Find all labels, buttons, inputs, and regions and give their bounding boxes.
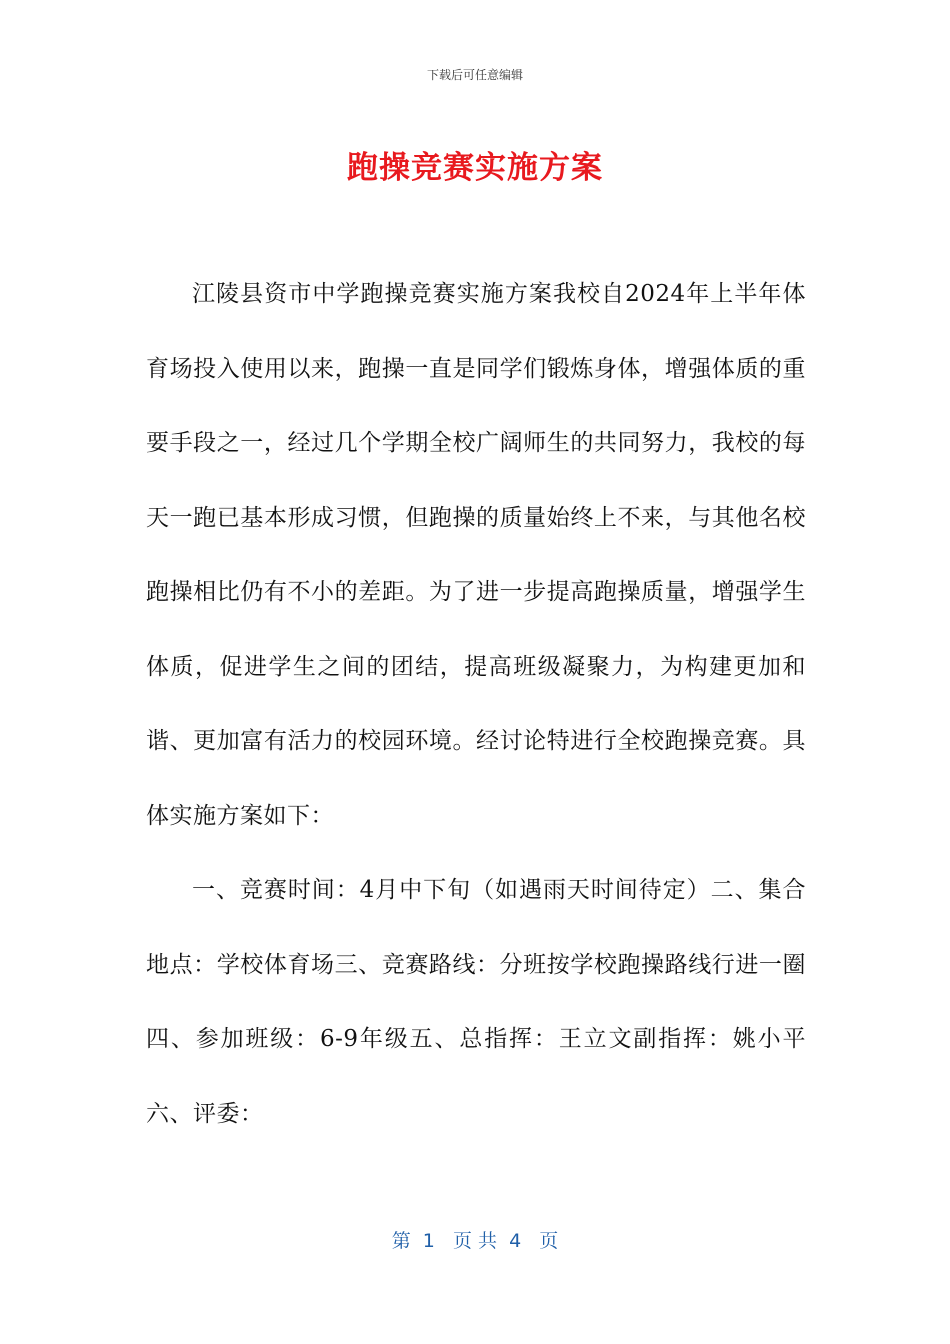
document-title: 跑操竞赛实施方案 [347,150,603,186]
page-footer: 第 1 页 共 4 页 [391,1230,559,1252]
header-note: 下载后可任意编辑 [426,68,523,82]
paragraph-details: 一、竞赛时间：4月中下旬（如遇雨天时间待定）二、集合地点：学校体育场三、竞赛路线：分班按学校跑操路线行进一圈四、参加班级：6-9年级五、总指挥：王立文副指挥：姚小平六、评委： [146,877,806,1127]
paragraph-intro: 江陵县资市中学跑操竞赛实施方案我校自2024年上半年体育场投入使用以来，跑操一直是同学们锻炼身体，增强体质的重要手段之一，经过几个学期全校广阔师生的共同努力，我校的每天一跑已基本形成习惯，但跑操的质量始终上不来，与其他名校跑操相比仍有不小的差距。为了进一步提高跑操质量，增强学生体质，促进学生之间的团结，提高班级凝聚力，为构建更加和谐、更加富有活力的校园环境。经讨论特进行全校跑操竞赛。具体实施方案如下： [146,281,806,829]
document-body [146,257,806,1151]
